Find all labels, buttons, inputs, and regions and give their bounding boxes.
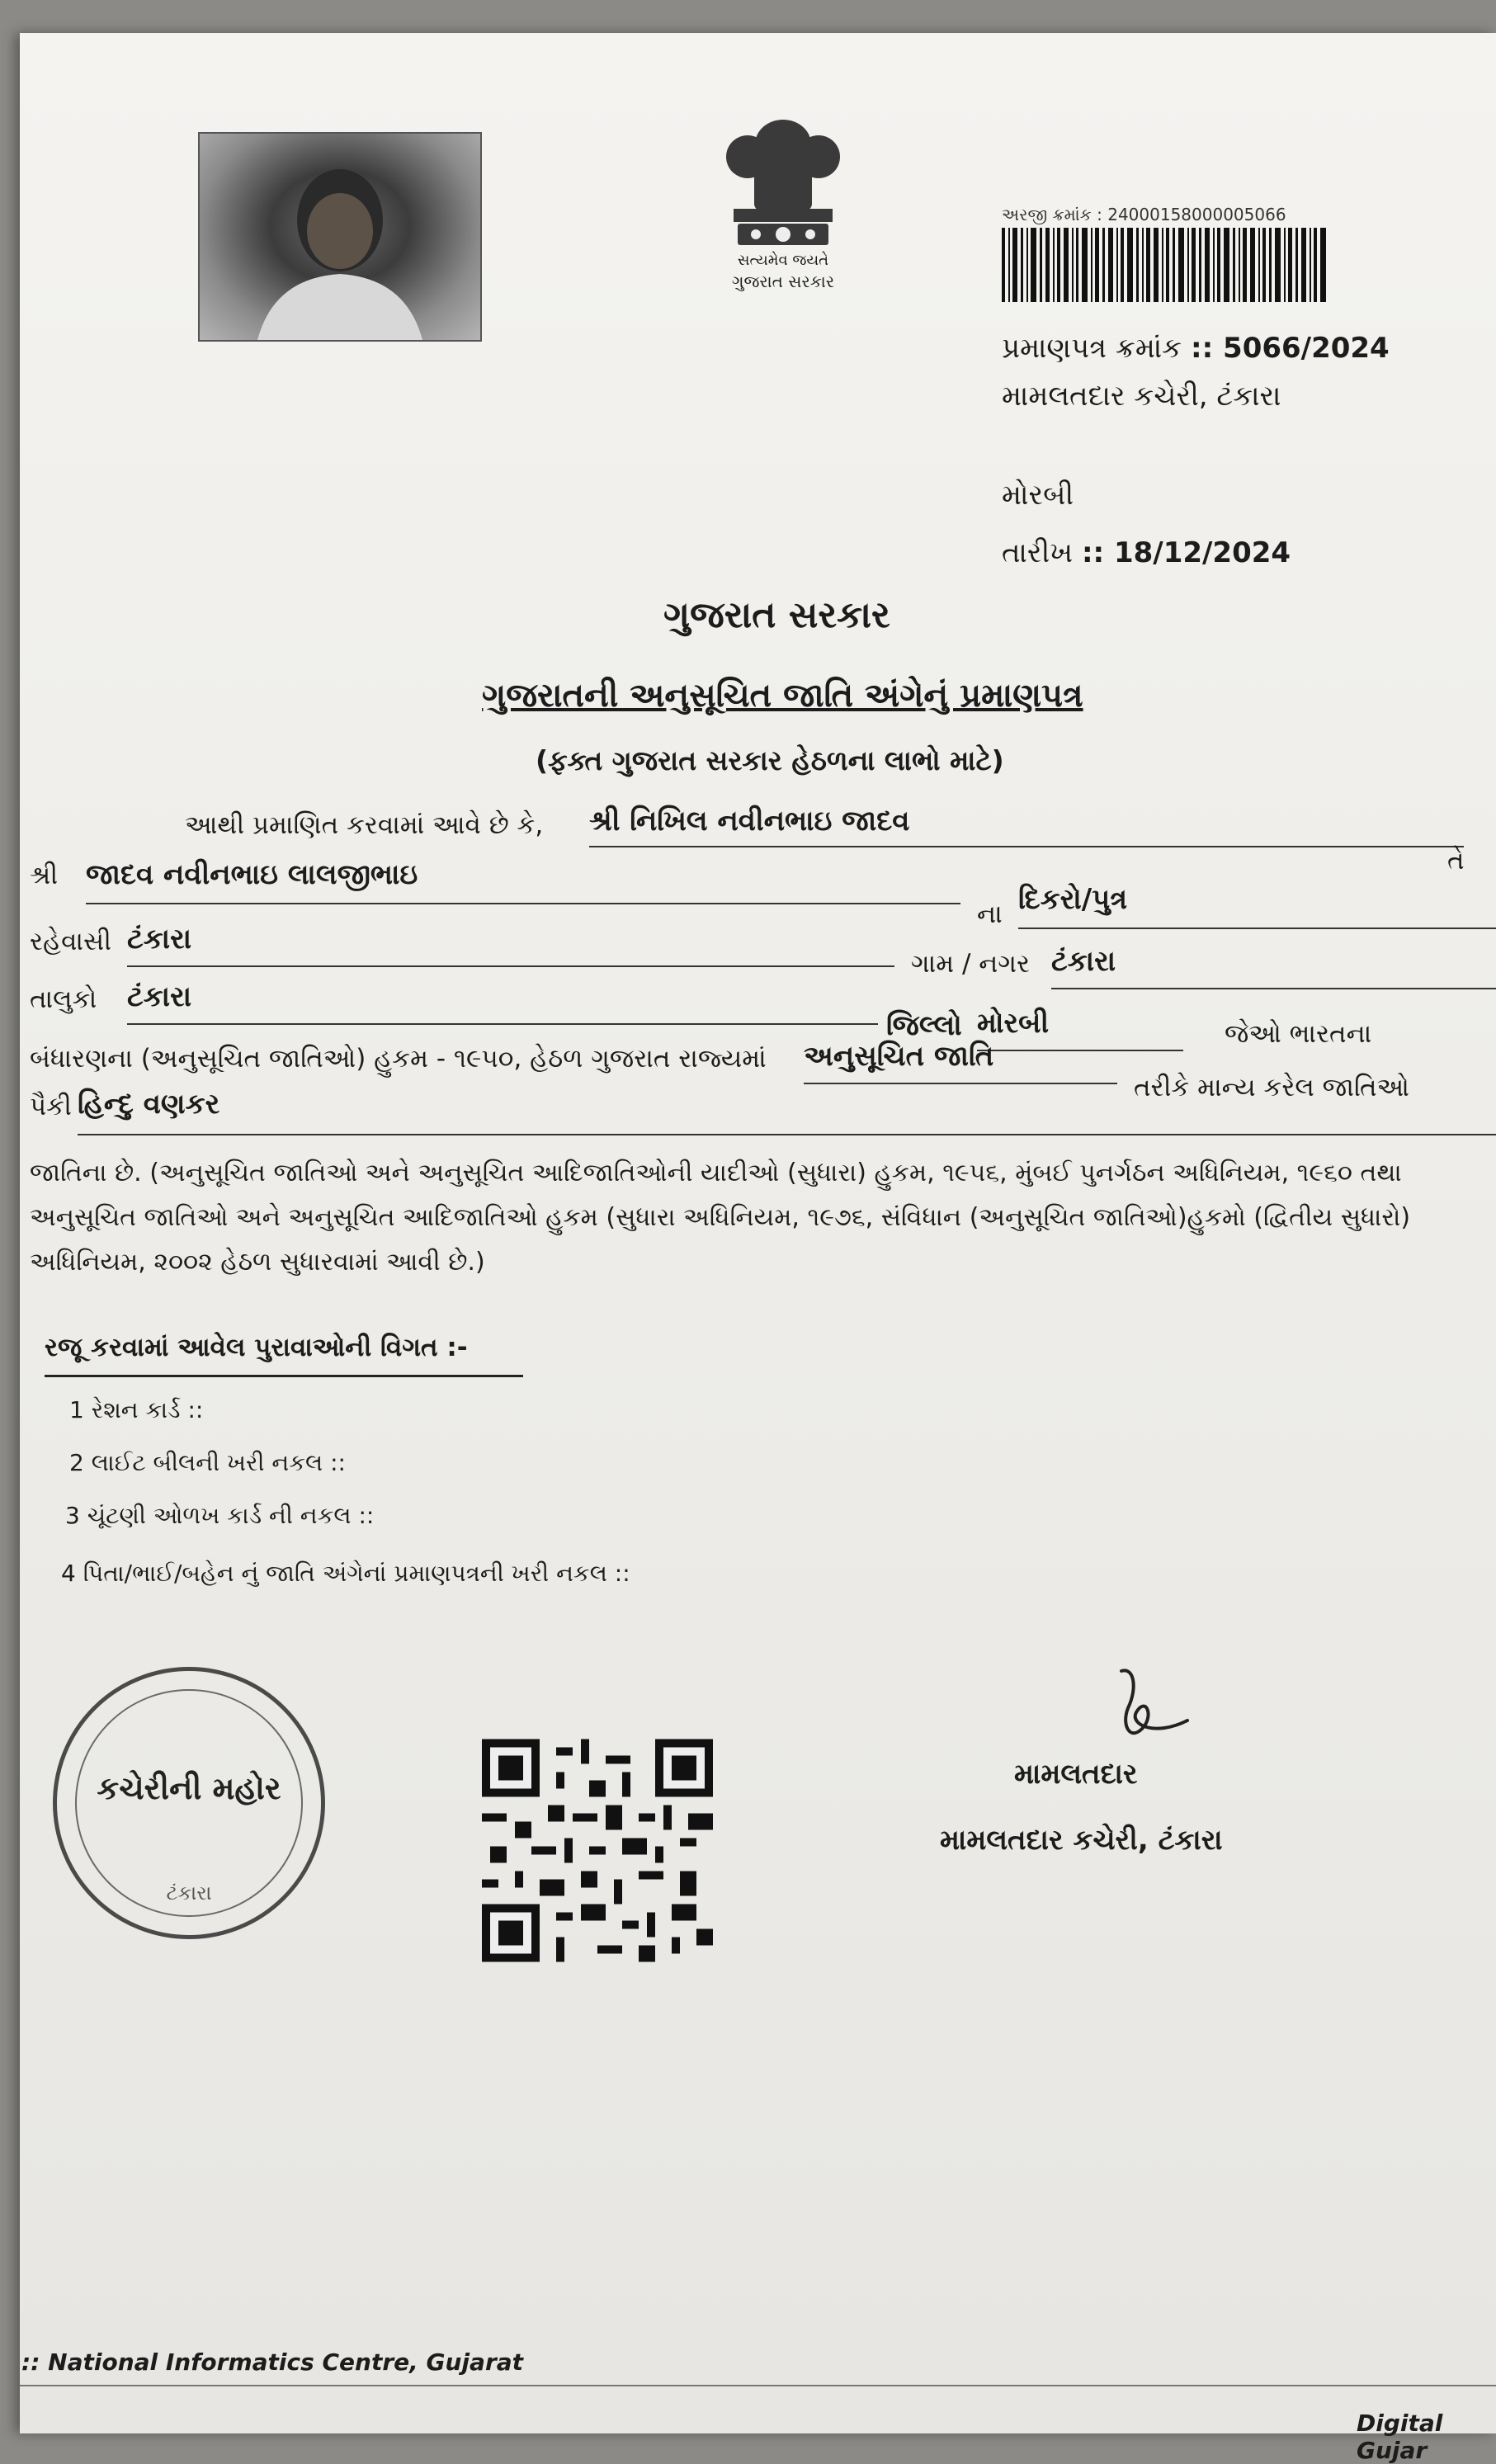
- evidence-item: 4 પિતા/ભાઈ/બહેન નું જાતિ અંગેનાં પ્રમાણપત્રની ખરી નકલ ::: [61, 1560, 630, 1587]
- seal-bottom-text: ટંકારા: [166, 1881, 212, 1905]
- issuing-district: મોરબી: [1002, 479, 1074, 512]
- village-value: ટંકારા: [1051, 945, 1496, 989]
- evidence-item: 2 લાઈટ બીલની ખરી નકલ ::: [69, 1449, 346, 1476]
- issuing-office: મામલતદાર કચેરી, ટંકારા: [1002, 380, 1281, 413]
- shri-text: શ્રી: [30, 861, 59, 890]
- na-text: ના: [977, 899, 1003, 929]
- caste-category: અનુસૂચિત જાતિ: [804, 1040, 1117, 1084]
- date-label: તારીખ: [1002, 536, 1074, 569]
- emblem-caption: ગુજરાત સરકાર: [731, 271, 835, 291]
- te-text: તે: [1447, 846, 1465, 876]
- signature: [1097, 1663, 1204, 1762]
- caste-value: હિન્દુ વણકર: [78, 1088, 1496, 1135]
- qr-code: [482, 1737, 713, 1964]
- barcode: [1002, 228, 1332, 302]
- evidence-item: 1 રેશન કાર્ડ ::: [69, 1396, 204, 1423]
- footer-digital-gujarat: Digital Gujar: [1357, 2410, 1443, 2464]
- resident-label: રહેવાસી: [30, 927, 111, 956]
- certificate-number-row: [1002, 332, 1390, 365]
- taluka-label: તાલુકો: [30, 984, 97, 1014]
- certificate-number-label: પ્રમાણપત્ર ક્રમાંક: [1002, 332, 1182, 365]
- issue-date: :: 18/12/2024: [1081, 536, 1291, 569]
- among-label: પૈકી: [30, 1092, 72, 1121]
- recognized-text: તરીકે માન્ય કરેલ જાતિઓ: [1134, 1073, 1409, 1102]
- seal-label: કચેરીની મહોર: [97, 1770, 281, 1806]
- jeo-bharat-text: જેઓ ભારતના: [1225, 1019, 1372, 1049]
- certificate-title: ગુજરાતની અનુસૂચિત જાતિ અંગેનું પ્રમાણપત્ર: [482, 677, 1083, 715]
- evidence-heading: રજૂ કરવામાં આવેલ પુરાવાઓની વિગત :-: [45, 1333, 523, 1377]
- person-silhouette-icon: [200, 134, 480, 340]
- district-value: મોરબી: [977, 1007, 1183, 1051]
- father-name: જાદવ નવીનભાઇ લાલજીભાઇ: [86, 858, 960, 904]
- taluka-value: ટંકારા: [127, 980, 878, 1025]
- evidence-item: 3 ચૂંટણી ઓળખ કાર્ડ ની નકલ ::: [65, 1502, 375, 1529]
- barcode-icon: [1002, 228, 1332, 302]
- national-emblem: [688, 111, 878, 301]
- application-number: અરજી ક્રમાંક : 24000158000005066: [1002, 205, 1286, 224]
- emblem-motto: સત્યમેવ જયતે: [737, 252, 829, 269]
- footer-nic: :: National Informatics Centre, Gujarat: [21, 2348, 524, 2376]
- relation: દિકરો/પુત્ર: [1018, 883, 1496, 929]
- holder-name: શ્રી નિખિલ નવીનભાઇ જાદવ: [589, 805, 1464, 847]
- qr-code-icon: [482, 1737, 713, 1964]
- legal-paragraph: જાતિના છે. (અનુસૂચિત જાતિઓ અને અનુસૂચિત આદિજાતિઓની યાદીઓ (સુધારા) હુકમ, ૧૯૫૬, મુંબઈ પુનર્ગઠન અધિનિયમ, ૧૯૬૦ તથા અનુસૂચિત જાતિઓ અને અનુસૂચિત આદિજાતિઓ હુકમ (સુધારા અધિનિયમ, ૧૯૭૬, સંવિધાન (અનુસૂચિત જાતિઓ)હુકમો (દ્વિતીય સુધારો) અધિનિયમ, ૨૦૦૨ હેઠળ સુધારવામાં આવી છે.): [30, 1159, 1411, 1277]
- applicant-photo: [198, 132, 482, 342]
- signature-icon: [1097, 1663, 1204, 1762]
- certificate-number: :: 5066/2024: [1191, 332, 1390, 365]
- government-title: ગુજરાત સરકાર: [663, 594, 890, 636]
- resident-value: ટંકારા: [127, 923, 894, 967]
- signatory-designation: મામલતદાર: [1014, 1758, 1138, 1791]
- footer-divider: [20, 2385, 1496, 2386]
- signatory-office: મામલતદાર કચેરી, ટંકારા: [940, 1824, 1223, 1857]
- certify-intro: આથી પ્રમાણિત કરવામાં આવે છે કે,: [185, 810, 544, 840]
- date-row: [1002, 536, 1291, 569]
- office-seal: [53, 1667, 325, 1939]
- constitution-text: બંધારણના (અનુસૂચિત જાતિઓ) હુકમ - ૧૯૫૦, હેઠળ ગુજરાત રાજ્યમાં: [30, 1044, 767, 1074]
- village-label: ગામ / નગર: [911, 949, 1031, 979]
- certificate-note: (ફક્ત ગુજરાત સરકાર હેઠળના લાભો માટે): [536, 744, 1004, 776]
- district-label: જિલ્લો: [886, 1009, 962, 1042]
- certificate-page: [20, 33, 1496, 2464]
- ashoka-emblem-icon: [688, 111, 878, 256]
